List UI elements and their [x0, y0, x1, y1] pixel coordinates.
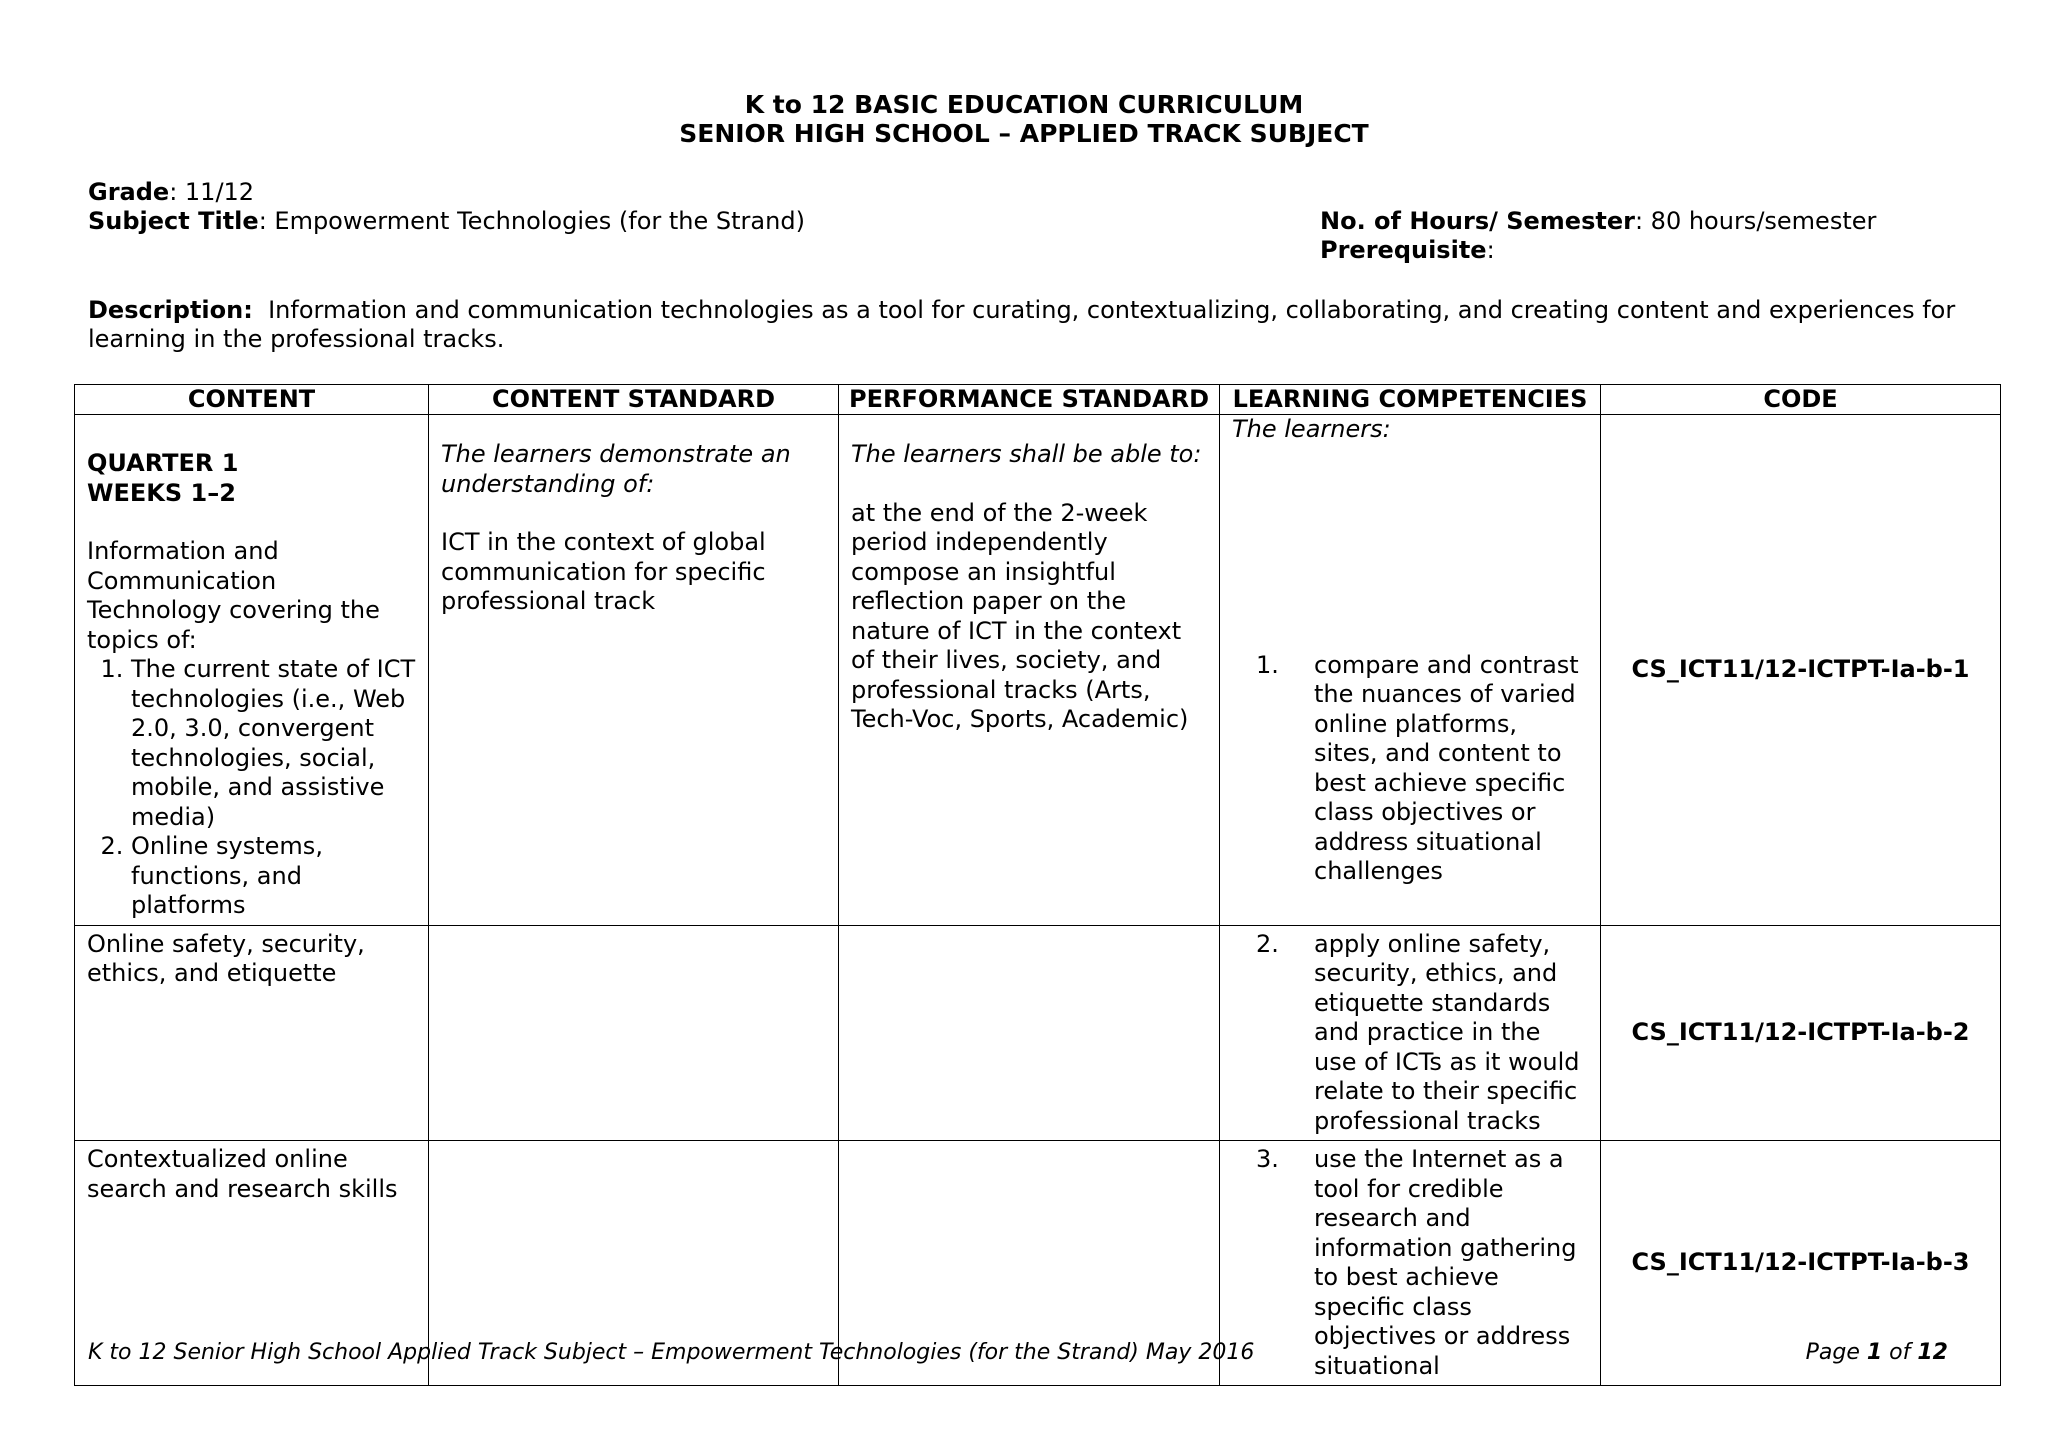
description: [88, 296, 1968, 354]
grade-value: : 11/12: [169, 178, 255, 206]
hours-line: [1320, 206, 1876, 236]
content-intro: Information and Communication Technology covering the topics of:: [87, 537, 380, 654]
subject-line: [88, 206, 805, 236]
header-code: CODE: [1601, 385, 2001, 415]
content-standard-intro: The learners demonstrate an understanding of:: [441, 440, 791, 498]
content-standard-cell: [429, 925, 839, 1141]
document-subtitle: SENIOR HIGH SCHOOL – APPLIED TRACK SUBJECT: [679, 119, 1369, 148]
page-prefix: Page: [1805, 1340, 1867, 1365]
prerequisite-label: Prerequisite: [1320, 236, 1487, 264]
page-current: 1: [1866, 1340, 1883, 1365]
topic-list: [87, 655, 416, 921]
prerequisite-line: [1320, 235, 1495, 265]
content-standard-cell: [429, 415, 839, 926]
competency-number: 3.: [1256, 1145, 1279, 1173]
subject-value: : Empowerment Technologies (for the Strand): [258, 207, 805, 235]
competency-text: apply online safety, security, ethics, and etiquette standards and practice in the use of ICTs as it would relate to their specific professional tracks: [1314, 929, 1580, 1135]
hours-label: No. of Hours/ Semester: [1320, 207, 1635, 235]
content-cell: Online safety, security, ethics, and etiquette: [75, 925, 429, 1141]
curriculum-table: [74, 384, 2001, 1386]
competency-item: [1232, 651, 1588, 887]
competency-number: 1.: [1256, 650, 1279, 679]
grade-line: [88, 177, 254, 207]
table-row: [75, 415, 2001, 926]
competency-cell: [1220, 925, 1601, 1141]
page-of: of: [1882, 1340, 1918, 1365]
code-cell: CS_ICT11/12-ICTPT-Ia-b-3: [1601, 1141, 2001, 1386]
competency-text: compare and contrast the nuances of varied online platforms, sites, and content to best achieve specific class objectives or address situational challenges: [1314, 650, 1579, 885]
performance-standard-cell: [839, 415, 1220, 926]
performance-standard-cell: [839, 925, 1220, 1141]
hours-value: : 80 hours/semester: [1634, 207, 1877, 235]
code-cell: CS_ICT11/12-ICTPT-Ia-b-1: [1601, 415, 2001, 926]
table-row: [75, 925, 2001, 1141]
header-learning-competencies: LEARNING COMPETENCIES: [1220, 385, 1601, 415]
page-number: [1806, 1340, 1948, 1365]
list-item: 1. The current state of ICT technologies (i.e., Web 2.0, 3.0, convergent technologies, social, mobile, and assistive media): [131, 655, 416, 832]
header-content-standard: CONTENT STANDARD: [429, 385, 839, 415]
competency-item: [1232, 930, 1588, 1137]
footer-title: K to 12 Senior High School Applied Track Subject – Empowerment Technologies (for the Strand) May 2016: [88, 1340, 1255, 1365]
competency-cell: [1220, 415, 1601, 926]
competency-item: [1232, 1145, 1588, 1381]
page-total: 12: [1917, 1340, 1948, 1365]
prerequisite-value: :: [1486, 236, 1495, 264]
code-cell: CS_ICT11/12-ICTPT-Ia-b-2: [1601, 925, 2001, 1141]
competency-intro: The learners:: [1232, 415, 1391, 443]
quarter-label: QUARTER 1: [87, 449, 239, 477]
grade-label: Grade: [88, 178, 170, 206]
document-title: K to 12 BASIC EDUCATION CURRICULUM: [744, 90, 1304, 119]
list-item: 2. Online systems, functions, and platforms: [131, 832, 416, 921]
competency-cell: [1220, 1141, 1601, 1386]
performance-intro: The learners shall be able to:: [851, 440, 1202, 468]
subject-label: Subject Title: [88, 207, 259, 235]
content-standard-text: ICT in the context of global communication for specific professional track: [441, 528, 766, 615]
table-header-row: [75, 385, 2001, 415]
header-content: CONTENT: [75, 385, 429, 415]
competency-text: use the Internet as a tool for credible research and information gathering to best achieve specific class objectives or address situational: [1314, 1145, 1577, 1380]
performance-text: at the end of the 2-week period independently compose an insightful reflection paper on the nature of ICT in the context of their lives, society, and professional tracks (Arts, Tech-Voc, Sports, Academic): [851, 498, 1189, 733]
description-text: Information and communication technologies as a tool for curating, contextualizing, collaborating, and creating content and experiences for learning in the professional tracks.: [88, 296, 1956, 353]
weeks-label: WEEKS 1–2: [87, 478, 236, 507]
header-performance-standard: PERFORMANCE STANDARD: [839, 385, 1220, 415]
competency-number: 2.: [1256, 929, 1279, 958]
content-cell: Contextualized online search and research skills: [75, 1141, 429, 1386]
content-cell: [75, 415, 429, 926]
description-label: Description:: [88, 296, 253, 324]
